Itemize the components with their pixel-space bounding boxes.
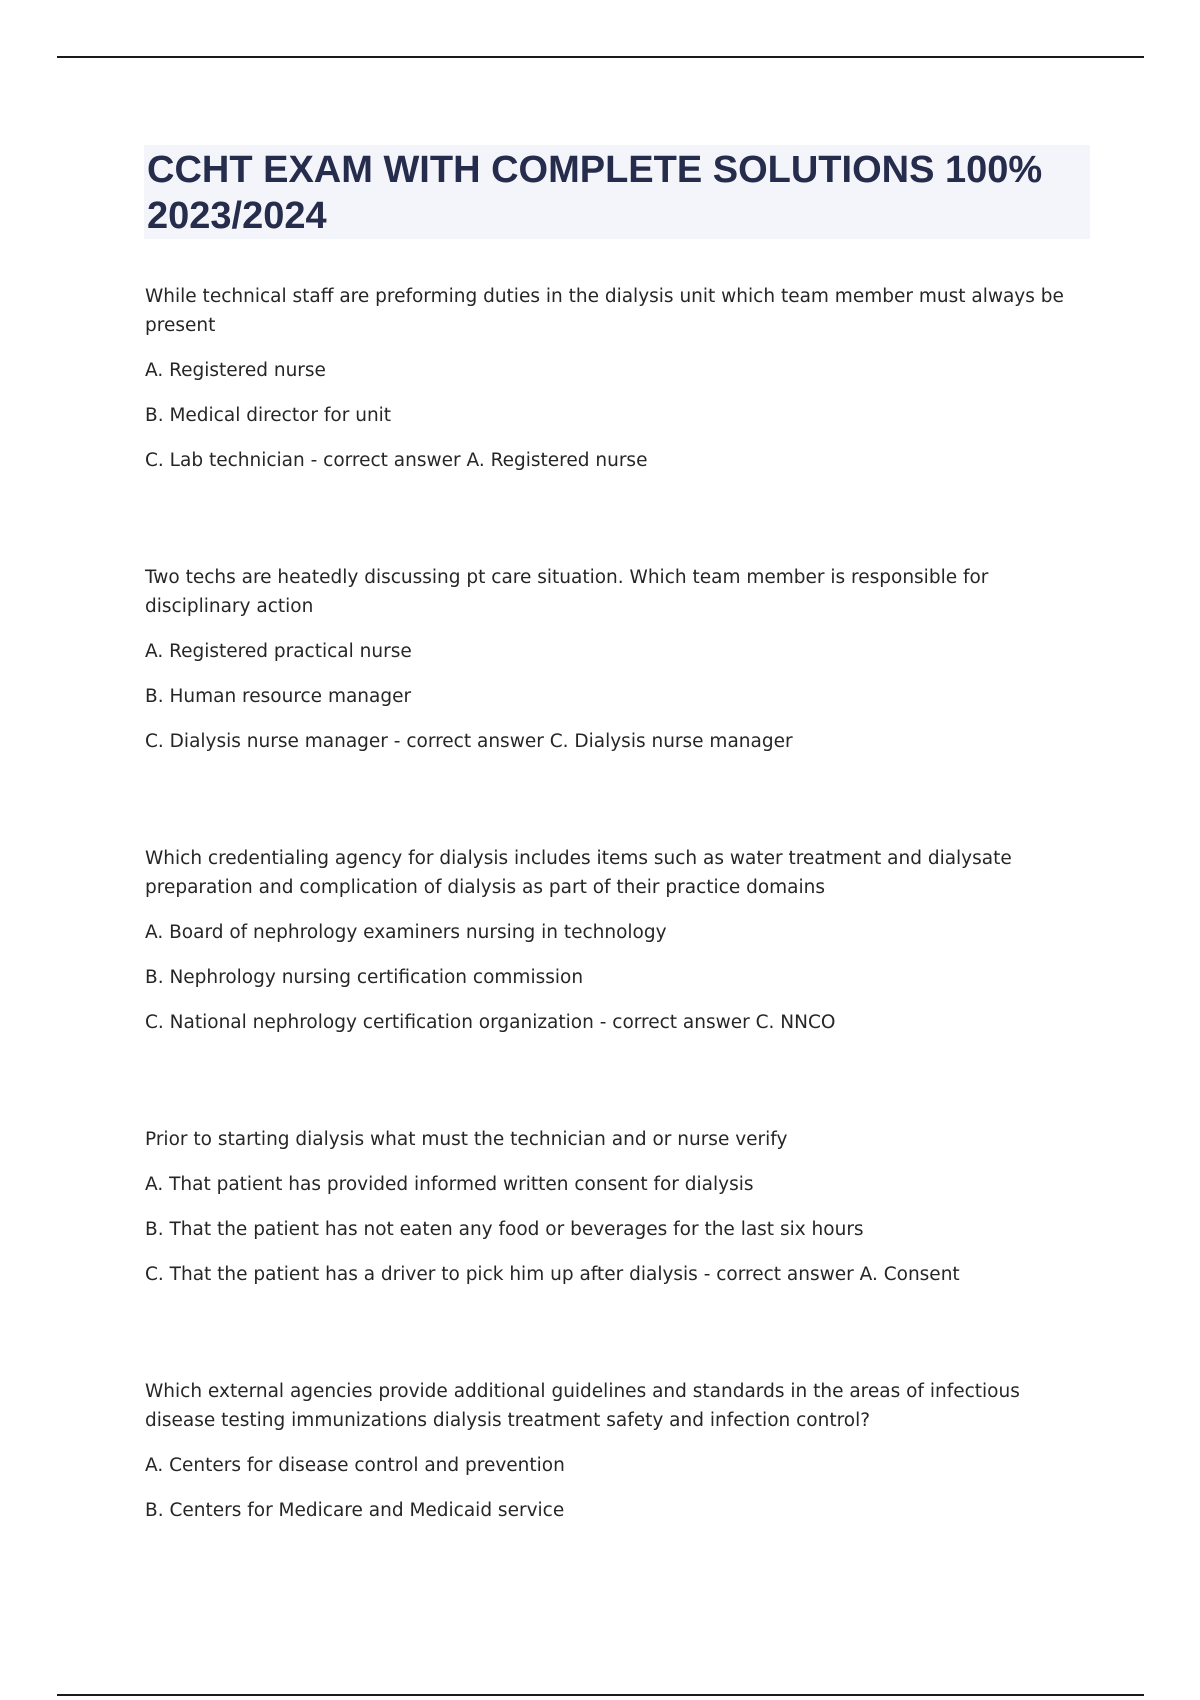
question-text: Which external agencies provide additional guidelines and standards in the areas of infectious disease testing immunizations dialysis treatment safety and infection control? — [145, 1381, 1020, 1431]
question-2 — [145, 563, 1095, 756]
option-c-answer: C. That the patient has a driver to pick him up after dialysis - correct answer A. Consent — [145, 1264, 960, 1285]
document-title: CCHT EXAM WITH COMPLETE SOLUTIONS 100% 2023/2024 — [147, 149, 1043, 237]
option-c-answer: C. Dialysis nurse manager - correct answer C. Dialysis nurse manager — [145, 731, 793, 752]
question-3 — [145, 844, 1095, 1037]
question-list — [145, 282, 1095, 1525]
option-a: A. Board of nephrology examiners nursing in technology — [145, 922, 667, 943]
option-a: A. Registered nurse — [145, 360, 326, 381]
question-5 — [145, 1377, 1095, 1525]
title-block — [144, 145, 1090, 239]
option-b: B. That the patient has not eaten any food or beverages for the last six hours — [145, 1219, 864, 1240]
bottom-rule — [57, 1694, 1144, 1696]
question-text: While technical staff are preforming duties in the dialysis unit which team member must always be present — [145, 286, 1064, 336]
option-b: B. Medical director for unit — [145, 405, 392, 426]
option-a: A. Centers for disease control and prevention — [145, 1455, 565, 1476]
option-a: A. Registered practical nurse — [145, 641, 412, 662]
question-1 — [145, 282, 1095, 475]
option-b: B. Centers for Medicare and Medicaid service — [145, 1500, 565, 1521]
question-text: Two techs are heatedly discussing pt care situation. Which team member is responsible for disciplinary action — [145, 567, 989, 617]
question-4 — [145, 1125, 1095, 1289]
option-a: A. That patient has provided informed written consent for dialysis — [145, 1174, 754, 1195]
option-b: B. Human resource manager — [145, 686, 412, 707]
option-b: B. Nephrology nursing certification commission — [145, 967, 584, 988]
option-c-answer: C. Lab technician - correct answer A. Registered nurse — [145, 450, 648, 471]
question-text: Which credentialing agency for dialysis includes items such as water treatment and dialysate preparation and complication of dialysis as part of their practice domains — [145, 848, 1012, 898]
top-rule — [57, 56, 1144, 58]
option-c-answer: C. National nephrology certification organization - correct answer C. NNCO — [145, 1012, 836, 1033]
question-text: Prior to starting dialysis what must the technician and or nurse verify — [145, 1129, 788, 1150]
